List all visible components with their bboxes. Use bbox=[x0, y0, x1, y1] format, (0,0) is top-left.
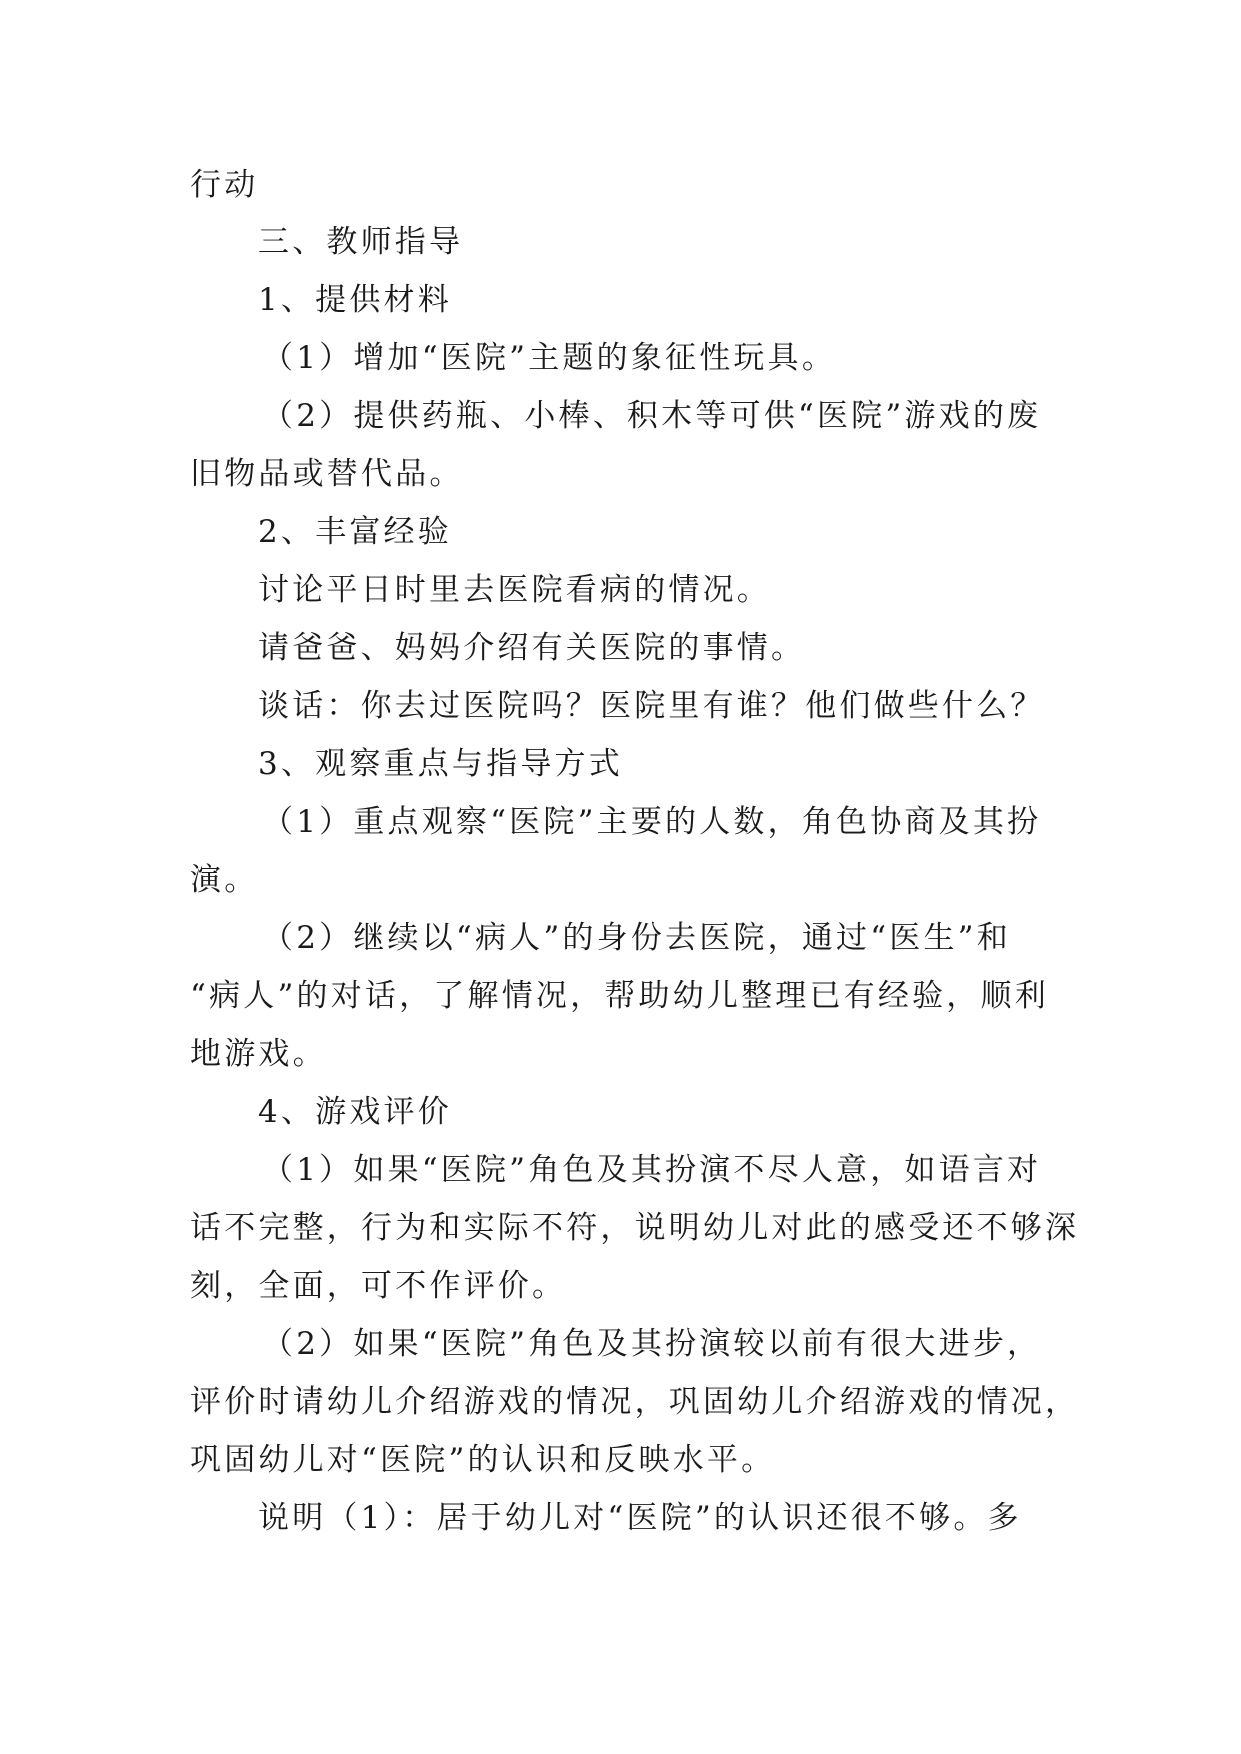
text-line: “病人”的对话，了解情况，帮助幼儿整理已有经验，顺利 bbox=[190, 978, 1049, 1014]
text-line: 谈话：你去过医院吗？医院里有谁？他们做些什么？ bbox=[258, 688, 1045, 724]
text-line: （1）重点观察“医院”主要的人数，角色协商及其扮 bbox=[262, 804, 1042, 840]
text-line: （2）继续以“病人”的身份去医院，通过“医生”和 bbox=[262, 920, 1011, 956]
text-line: 行动 bbox=[190, 167, 259, 203]
text-line: 评价时请幼儿介绍游戏的情况，巩固幼儿介绍游戏的情况， bbox=[190, 1384, 1080, 1420]
text-line: 演。 bbox=[190, 862, 259, 898]
text-line: 刻，全面，可不作评价。 bbox=[190, 1268, 567, 1304]
text-line: （2）提供药瓶、小棒、积木等可供“医院”游戏的废 bbox=[262, 398, 1042, 434]
text-line: 巩固幼儿对“医院”的认识和反映水平。 bbox=[190, 1442, 776, 1478]
text-line: 地游戏。 bbox=[190, 1036, 327, 1072]
subsection-heading: 1、提供材料 bbox=[258, 282, 452, 318]
text-line: 旧物品或替代品。 bbox=[190, 456, 464, 492]
text-line: （1）增加“医院”主题的象征性玩具。 bbox=[262, 340, 837, 376]
subsection-heading: 4、游戏评价 bbox=[258, 1094, 452, 1130]
subsection-heading: 2、丰富经验 bbox=[258, 514, 452, 550]
text-line: 说明（1）：居于幼儿对“医院”的认识还很不够。多 bbox=[258, 1500, 1022, 1536]
text-line: 话不完整，行为和实际不符，说明幼儿对此的感受还不够深 bbox=[190, 1210, 1080, 1246]
text-line: 讨论平日时里去医院看病的情况。 bbox=[258, 572, 771, 608]
subsection-heading: 3、观察重点与指导方式 bbox=[258, 746, 623, 782]
text-line: 请爸爸、妈妈介绍有关医院的事情。 bbox=[258, 630, 806, 666]
section-heading: 三、教师指导 bbox=[258, 224, 464, 260]
text-line: （1）如果“医院”角色及其扮演不尽人意，如语言对 bbox=[262, 1152, 1042, 1188]
text-line: （2）如果“医院”角色及其扮演较以前有很大进步， bbox=[262, 1326, 1042, 1362]
